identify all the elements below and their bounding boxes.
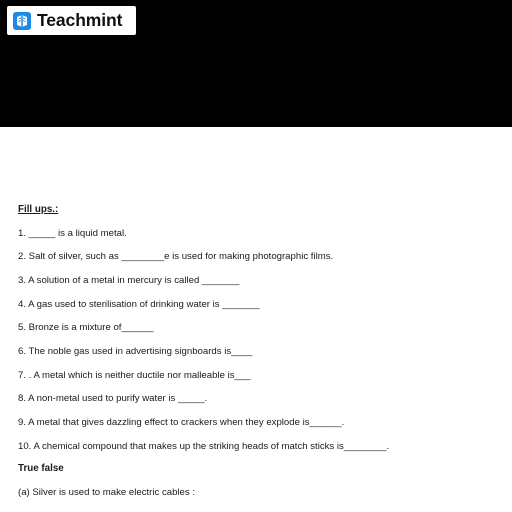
brand-logo[interactable] [7, 6, 136, 35]
question-8: 8. A non-metal used to purify water is _____. [18, 393, 208, 404]
teachmint-logo-icon [12, 11, 32, 31]
fill-ups-heading: Fill ups.: [18, 204, 59, 215]
question-4: 4. A gas used to sterilisation of drinking water is _______ [18, 299, 260, 310]
question-10: 10. A chemical compound that makes up the striking heads of match sticks is________. [18, 441, 390, 452]
brand-name: Teachmint [37, 10, 123, 30]
question-7: 7. . A metal which is neither ductile nor malleable is___ [18, 370, 251, 381]
question-5: 5. Bronze is a mixture of______ [18, 322, 154, 333]
true-false-item-a: (a) Silver is used to make electric cables : [18, 487, 196, 498]
question-2: 2. Salt of silver, such as ________e is used for making photographic films. [18, 251, 334, 262]
question-3: 3. A solution of a metal in mercury is called _______ [18, 275, 240, 286]
question-9: 9. A metal that gives dazzling effect to crackers when they explode is______. [18, 417, 345, 428]
true-false-heading: True false [18, 463, 64, 474]
worksheet-page [0, 127, 512, 512]
header-band [0, 0, 512, 127]
question-6: 6. The noble gas used in advertising signboards is____ [18, 346, 253, 357]
question-1: 1. _____ is a liquid metal. [18, 228, 127, 239]
